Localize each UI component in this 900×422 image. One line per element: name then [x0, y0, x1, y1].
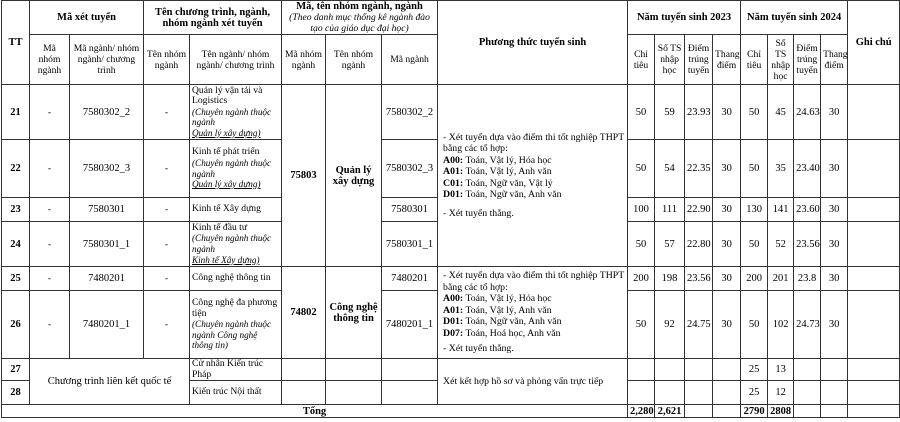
combo-code: D01:: [443, 189, 464, 201]
ts-2024: 13: [768, 359, 794, 381]
ct-2024: 130: [741, 198, 768, 222]
ts-2024: 102: [768, 291, 794, 359]
row-ma-nganh: 7580302_2: [70, 85, 144, 140]
ts-2024: 45: [768, 85, 794, 140]
program-note: (Chuyên ngành thuộc ngành Công nghệ thông tin): [192, 319, 272, 351]
row-ma-nhom: -: [30, 291, 70, 359]
ct-2024: 200: [741, 267, 768, 291]
header-ma-ten-nhom: [282, 1, 438, 35]
ghi-chu: [848, 198, 900, 222]
admission-table: [1, 0, 900, 418]
empty-cell: [326, 381, 382, 405]
td-2024: 30: [821, 85, 848, 140]
td-2023: 30: [713, 222, 741, 267]
combo-subjects: Toán, Ngữ văn, Anh văn: [463, 316, 562, 328]
method-combo-a00: [443, 293, 625, 305]
method-combo-d01: [443, 316, 625, 328]
total-ct-2023: 2,280: [628, 405, 655, 418]
row-ten-nhom: -: [144, 267, 190, 291]
combo-code: A00:: [443, 293, 464, 305]
ts-2024: 12: [768, 381, 794, 405]
row-ma-nganh-tk: 7580302_3: [382, 140, 438, 198]
td-2024: 30: [821, 140, 848, 198]
dt-2024: 23.8: [794, 267, 821, 291]
empty-cell: [713, 359, 741, 381]
td-2023: 30: [713, 198, 741, 222]
empty-cell: [282, 359, 326, 381]
empty-cell: [655, 359, 685, 381]
group-code: 75803: [282, 85, 326, 267]
row-ma-nganh-tk: 7480201: [382, 267, 438, 291]
header-ghi-chu: Ghi chú: [848, 1, 900, 85]
header-ten-nganh-ct: Tên ngành/ nhóm ngành/ chương trình: [190, 35, 282, 85]
row-program: [190, 381, 282, 405]
ts-2024: 52: [768, 222, 794, 267]
ct-2024: 25: [741, 359, 768, 381]
combo-code: A01:: [443, 166, 464, 178]
header-ten-nhom-nganh: Tên nhóm ngành: [144, 35, 190, 85]
empty-cell: [282, 381, 326, 405]
ghi-chu: [848, 140, 900, 198]
header-chi-tieu-2024: Chỉ tiêu: [741, 35, 768, 85]
row-program: [190, 267, 282, 291]
combo-code: A01:: [443, 304, 464, 316]
dt-2023: 23.93: [685, 85, 713, 140]
header-so-ts-2024: Số TS nhập học: [768, 35, 794, 85]
program-name: Kinh tế đầu tư: [192, 221, 248, 233]
empty-cell: [628, 381, 655, 405]
header-nam-2024: Năm tuyển sinh 2024: [741, 1, 848, 35]
method-group-1: [438, 85, 628, 267]
combo-subjects: Toán, Vật lý, Hóa học: [463, 154, 552, 166]
ct-2023: 200: [628, 267, 655, 291]
row-ma-nhom: -: [30, 140, 70, 198]
row-ten-nhom: -: [144, 198, 190, 222]
ct-2024: 25: [741, 381, 768, 405]
dt-2024: 23.40: [794, 140, 821, 198]
row-ma-nhom: -: [30, 267, 70, 291]
ct-2023: 50: [628, 222, 655, 267]
row-program: [190, 140, 282, 198]
ct-2023: 100: [628, 198, 655, 222]
program-name: Kiến trúc Nội thất: [192, 386, 262, 398]
combo-subjects: Toán, Hoá học, Anh văn: [463, 327, 561, 339]
table-row: [2, 85, 900, 140]
header-thang-2024: Thang điểm: [821, 35, 848, 85]
program-name: Công nghệ thông tin: [192, 272, 271, 284]
ct-2023: 50: [628, 85, 655, 140]
method-group-3: Xét kết hợp hồ sơ và phỏng vấn trực tiếp: [438, 359, 628, 405]
row-ma-nganh-tk: 7580302_2: [382, 85, 438, 140]
row-ma-nganh: 7480201: [70, 267, 144, 291]
empty-cell: [821, 405, 848, 418]
empty-cell: [382, 359, 438, 381]
ghi-chu: [848, 359, 900, 381]
empty-cell: [821, 359, 848, 381]
program-sub: Quản lý xây dựng): [192, 127, 261, 138]
table-row: [2, 359, 900, 381]
total-label: Tổng: [2, 405, 628, 418]
row-ma-nganh: 7480201_1: [70, 291, 144, 359]
row-tt: 27: [2, 359, 30, 381]
ct-2023: 50: [628, 140, 655, 198]
row-ten-nhom: -: [144, 85, 190, 140]
group-code: 74802: [282, 267, 326, 359]
program-note: (Chuyên ngành thuộc ngành: [192, 233, 272, 254]
program-name: Kinh tế Xây dựng: [192, 203, 261, 215]
program-sub: Quản lý xây dựng): [192, 179, 261, 190]
row-tt: 25: [2, 267, 30, 291]
method-combo-d07: [443, 328, 625, 340]
method-intro: - Xét tuyển dựa vào điểm thi tốt nghiệp THPT bằng các tổ hợp:: [443, 270, 625, 293]
combo-code: D01:: [443, 316, 464, 328]
td-2023: 30: [713, 291, 741, 359]
empty-cell: [382, 381, 438, 405]
empty-cell: [655, 381, 685, 405]
ct-2024: 50: [741, 222, 768, 267]
row-ten-nhom: -: [144, 222, 190, 267]
row-ma-nganh-tk: 7580301: [382, 198, 438, 222]
method-combo-a00: [443, 155, 625, 167]
program-name: Quản lý vận tải và Logistics: [192, 84, 263, 107]
header-ten-nhom-nganh-2: Tên nhóm ngành: [326, 35, 382, 85]
dt-2023: 23.56: [685, 267, 713, 291]
ghi-chu: [848, 222, 900, 267]
header-phuong-thuc: Phương thức tuyển sinh: [438, 1, 628, 85]
header-diem-2023: Điểm trúng tuyển: [685, 35, 713, 85]
empty-cell: [794, 381, 821, 405]
combo-subjects: Toán, Ngữ văn, Vật lý: [463, 177, 553, 189]
ts-2023: 92: [655, 291, 685, 359]
total-ct-2024: 2790: [741, 405, 768, 418]
row-ma-nhom: -: [30, 222, 70, 267]
dt-2023: 22.90: [685, 198, 713, 222]
header-chi-tieu-2023: Chỉ tiêu: [628, 35, 655, 85]
row-ma-nhom: -: [30, 85, 70, 140]
row-ma-nganh: 7580302_3: [70, 140, 144, 198]
row-tt: 22: [2, 140, 30, 198]
td-2023: 30: [713, 267, 741, 291]
total-ts-2024: 2808: [768, 405, 794, 418]
ts-2023: 59: [655, 85, 685, 140]
ts-2023: 111: [655, 198, 685, 222]
program-name: Công nghệ đa phương tiện: [192, 297, 278, 319]
ct-2023: 50: [628, 291, 655, 359]
group-name: Công nghệ thông tin: [326, 267, 382, 359]
combo-code: A00:: [443, 154, 464, 166]
ct-2024: 50: [741, 291, 768, 359]
row-tt: 26: [2, 291, 30, 359]
row-ma-nganh: 7580301: [70, 198, 144, 222]
header-ma-nhom-nganh: Mã nhóm ngành: [30, 35, 70, 85]
td-2024: 30: [821, 267, 848, 291]
empty-cell: [713, 381, 741, 405]
method-intro: - Xét tuyển dựa vào điểm thi tốt nghiệp THPT bằng các tổ hợp:: [443, 131, 625, 155]
ts-2024: 141: [768, 198, 794, 222]
dt-2024: 24.63: [794, 85, 821, 140]
method-combo-a01: [443, 166, 625, 178]
ghi-chu: [848, 85, 900, 140]
header-thang-2023: Thang điểm: [713, 35, 741, 85]
ts-2023: 57: [655, 222, 685, 267]
total-ts-2023: 2,621: [655, 405, 685, 418]
td-2024: 30: [821, 291, 848, 359]
empty-cell: [794, 359, 821, 381]
header-nam-2023: Năm tuyển sinh 2023: [628, 1, 741, 35]
row-ten-nhom: -: [144, 291, 190, 359]
combo-subjects: Toán, Vật lý, Anh văn: [463, 304, 552, 316]
row-tt: 24: [2, 222, 30, 267]
header-tt: TT: [2, 1, 30, 85]
method-direct: - Xét tuyển thẳng.: [443, 343, 514, 355]
method-combo-d01: [443, 189, 625, 201]
row-tt: 21: [2, 85, 30, 140]
row-ma-nhom: -: [30, 198, 70, 222]
td-2024: 30: [821, 198, 848, 222]
row-program: [190, 198, 282, 222]
program-name: Cử nhân Kiến trúc Pháp: [192, 358, 264, 380]
empty-cell: [628, 359, 655, 381]
empty-cell: [848, 405, 900, 418]
ghi-chu: [848, 291, 900, 359]
program-note: (Chuyên ngành thuộc ngành: [192, 106, 272, 128]
dt-2024: 23.60: [794, 198, 821, 222]
empty-cell: [794, 405, 821, 418]
header-ma-nhom-nganh-2: Mã nhóm ngành: [282, 35, 326, 85]
ct-2024: 50: [741, 140, 768, 198]
program-sub: Kinh tế Xây dựng): [192, 254, 260, 265]
row-ma-nganh-tk: 7480201_1: [382, 291, 438, 359]
program-name: Kinh tế phát triển: [192, 146, 260, 158]
td-2023: 30: [713, 140, 741, 198]
total-row: [2, 405, 900, 418]
ghi-chu: [848, 267, 900, 291]
td-2023: 30: [713, 85, 741, 140]
empty-cell: [685, 359, 713, 381]
row-ma-nganh: 7580301_1: [70, 222, 144, 267]
dt-2023: 22.35: [685, 140, 713, 198]
ghi-chu: [848, 381, 900, 405]
row-ten-nhom: -: [144, 140, 190, 198]
method-combo-a01: [443, 305, 625, 317]
method-group-2: [438, 267, 628, 359]
row-tt: 28: [2, 381, 30, 405]
group-name: Quản lý xây dựng: [326, 85, 382, 267]
method-combo-c01: [443, 178, 625, 190]
header-ten-chuong-trinh: Tên chương trình, ngành, nhóm ngành xét tuyển: [144, 1, 282, 35]
combo-subjects: Toán, Ngữ văn, Anh văn: [463, 189, 562, 201]
ts-2024: 201: [768, 267, 794, 291]
header-so-ts-2023: Số TS nhập học: [655, 35, 685, 85]
row-program: [190, 359, 282, 381]
row-program: [190, 222, 282, 267]
intl-program-label: Chương trình liên kết quốc tế: [30, 359, 190, 405]
header-ma-ten-nhom-note: (Theo danh mục thống kê ngành đào tạo của giáo dục đại học): [289, 12, 430, 34]
empty-cell: [326, 359, 382, 381]
ts-2023: 198: [655, 267, 685, 291]
empty-cell: [713, 405, 741, 418]
combo-code: D07:: [443, 327, 464, 339]
header-ma-nganh-ct: Mã ngành/ nhóm ngành/ chương trình: [70, 35, 144, 85]
method-direct: - Xét tuyển thẳng.: [443, 207, 514, 219]
ct-2024: 50: [741, 85, 768, 140]
table-row: [2, 267, 900, 291]
header-ma-nganh: Mã ngành: [382, 35, 438, 85]
row-program: [190, 85, 282, 140]
combo-subjects: Toán, Vật lý, Anh văn: [463, 166, 552, 178]
header-ma-ten-nhom-title: Mã, tên nhóm ngành, ngành: [296, 1, 423, 12]
empty-cell: [685, 381, 713, 405]
ts-2023: 54: [655, 140, 685, 198]
dt-2024: 24.73: [794, 291, 821, 359]
td-2024: 30: [821, 222, 848, 267]
combo-code: C01:: [443, 177, 464, 189]
empty-cell: [821, 381, 848, 405]
ts-2024: 35: [768, 140, 794, 198]
dt-2024: 23.56: [794, 222, 821, 267]
empty-cell: [685, 405, 713, 418]
row-tt: 23: [2, 198, 30, 222]
program-note: (Chuyên ngành thuộc ngành: [192, 157, 272, 179]
dt-2023: 22.80: [685, 222, 713, 267]
header-diem-2024: Điểm trúng tuyển: [794, 35, 821, 85]
combo-subjects: Toán, Vật lý, Hóa học: [463, 293, 552, 305]
dt-2023: 24.75: [685, 291, 713, 359]
row-ma-nganh-tk: 7580301_1: [382, 222, 438, 267]
row-program: [190, 291, 282, 359]
header-ma-xet-tuyen: Mã xét tuyển: [30, 1, 144, 35]
